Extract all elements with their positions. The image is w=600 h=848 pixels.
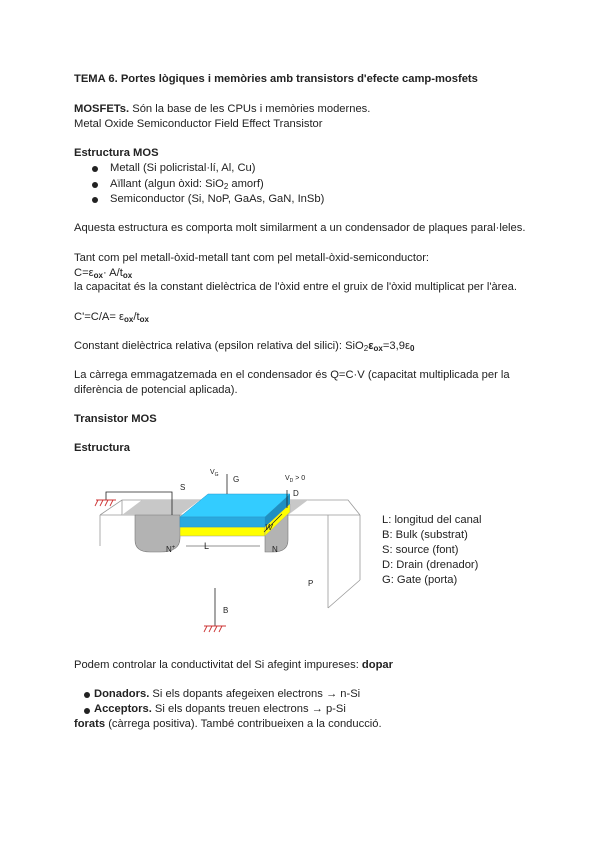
acceptors-text: Si els dopants treuen electrons → p-Si bbox=[151, 703, 346, 715]
bullet-icon bbox=[92, 182, 98, 188]
legend-item: B: Bulk (substrat) bbox=[382, 529, 468, 541]
donadors-text: Si els dopants afegeixen electrons → n-Si bbox=[149, 688, 361, 700]
mos-item-text: Semiconductor (Si, NoP, GaAs, GaN, InSb) bbox=[110, 193, 325, 205]
mosfets-label: MOSFETs. bbox=[74, 103, 130, 115]
vg-sub: G bbox=[214, 472, 219, 478]
n-left-sup: + bbox=[171, 545, 176, 551]
capacitat-formula-2 bbox=[74, 310, 149, 324]
mos-item-text-post: amorf) bbox=[228, 178, 264, 190]
vg-text: V bbox=[210, 469, 215, 476]
constant-dielectrica bbox=[74, 339, 414, 353]
mosfets-expansion: Metal Oxide Semiconductor Field Effect Transistor bbox=[74, 118, 323, 130]
constant-part: =3,9ε bbox=[382, 340, 410, 352]
mos-item-text: Metall (Si policristal·lí, Al, Cu) bbox=[110, 162, 256, 174]
legend-item: G: Gate (porta) bbox=[382, 574, 458, 586]
n-right-label: N bbox=[272, 545, 278, 554]
constant-part: ε bbox=[368, 340, 374, 352]
l-label: L bbox=[204, 541, 210, 551]
s-label: S bbox=[180, 483, 186, 492]
formula-part: C'=C/A= ε bbox=[74, 311, 125, 323]
donadors-item bbox=[94, 687, 360, 701]
mosfet-diagram bbox=[80, 460, 380, 645]
estructura-mos-heading: Estructura MOS bbox=[74, 147, 159, 159]
mos-item-metall bbox=[110, 161, 255, 175]
b-label: B bbox=[223, 606, 229, 615]
d-label: D bbox=[293, 489, 299, 498]
constant-subscript: 0 bbox=[409, 344, 415, 353]
formula-part: C=ε bbox=[74, 267, 94, 279]
p-label: P bbox=[308, 579, 314, 588]
formula-subscript: ox bbox=[124, 315, 134, 324]
acceptors-item bbox=[94, 702, 346, 716]
capacitat-formula bbox=[74, 266, 132, 280]
constant-subscript: ox bbox=[373, 344, 383, 353]
formula-part: · A/t bbox=[102, 267, 123, 279]
estructura-subheading: Estructura bbox=[74, 442, 130, 454]
constant-subscript: 2 bbox=[363, 344, 369, 353]
mos-item-semiconductor bbox=[110, 192, 324, 206]
capacitat-explanation: la capacitat és la constant dielèctrica de l'òxid entre el gruix de l'òxid multiplicat per l'àrea. bbox=[74, 281, 517, 293]
document-title: TEMA 6. Portes lògiques i memòries amb transistors d'efecte camp-mosfets bbox=[74, 73, 478, 85]
dopar-paragraph bbox=[74, 658, 393, 672]
bullet-icon bbox=[92, 197, 98, 203]
formula-part: /t bbox=[133, 311, 140, 323]
vg-label bbox=[210, 469, 219, 478]
vd-rest: > 0 bbox=[293, 475, 306, 482]
vd-label bbox=[285, 475, 305, 484]
dopar-bold: dopar bbox=[361, 659, 393, 671]
dopar-text: Podem controlar la conductivitat del Si afegint impureses: bbox=[74, 659, 362, 671]
legend-item: S: source (font) bbox=[382, 544, 459, 556]
oxide-layer bbox=[180, 527, 265, 536]
formula-subscript: ox bbox=[93, 271, 103, 280]
formula-subscript: ox bbox=[139, 315, 149, 324]
legend-item: D: Drain (drenador) bbox=[382, 559, 479, 571]
acceptors-label: Acceptors. bbox=[94, 703, 152, 715]
n-left-text: N bbox=[166, 545, 172, 554]
ground-icon bbox=[204, 626, 226, 632]
g-label: G bbox=[233, 475, 240, 484]
mos-item-aillant bbox=[110, 177, 264, 191]
ground-icon bbox=[95, 500, 116, 506]
mosfets-text: Són la base de les CPUs i memòries modernes. bbox=[129, 103, 371, 115]
paragraph-condensador: Aquesta estructura es comporta molt similarment a un condensador de plaques paral·leles. bbox=[74, 222, 526, 234]
capacitat-intro: Tant com pel metall-òxid-metall tant com pel metall-òxid-semiconductor: bbox=[74, 252, 430, 264]
gate-front bbox=[180, 517, 265, 527]
legend-item: L: longitud del canal bbox=[382, 514, 482, 526]
donadors-label: Donadors. bbox=[94, 688, 150, 700]
transistor-mos-heading: Transistor MOS bbox=[74, 413, 157, 425]
forats-label: forats bbox=[74, 718, 106, 730]
mos-item-subscript: 2 bbox=[223, 182, 229, 191]
mos-item-text: Aïllant (algun òxid: SiO bbox=[110, 178, 224, 190]
forats-text: (càrrega positiva). També contribueixen a la conducció. bbox=[105, 718, 382, 730]
bullet-icon bbox=[92, 166, 98, 172]
forats-line bbox=[74, 717, 382, 731]
constant-part: Constant dielèctrica relativa (epsilon relativa del silici): SiO bbox=[74, 340, 364, 352]
w-label: W bbox=[265, 523, 273, 532]
charge-line-1: La càrrega emmagatzemada en el condensador és Q=C·V (capacitat multiplicada per la bbox=[74, 369, 510, 381]
vd-text: V bbox=[285, 475, 290, 482]
mosfets-line bbox=[74, 102, 370, 116]
bullet-icon bbox=[84, 692, 90, 698]
formula-subscript: ox bbox=[122, 271, 133, 280]
vd-sub: D bbox=[289, 478, 294, 484]
n-left-label bbox=[166, 545, 176, 554]
bullet-icon bbox=[84, 708, 90, 714]
charge-line-2: diferència de potencial aplicada). bbox=[74, 384, 238, 396]
